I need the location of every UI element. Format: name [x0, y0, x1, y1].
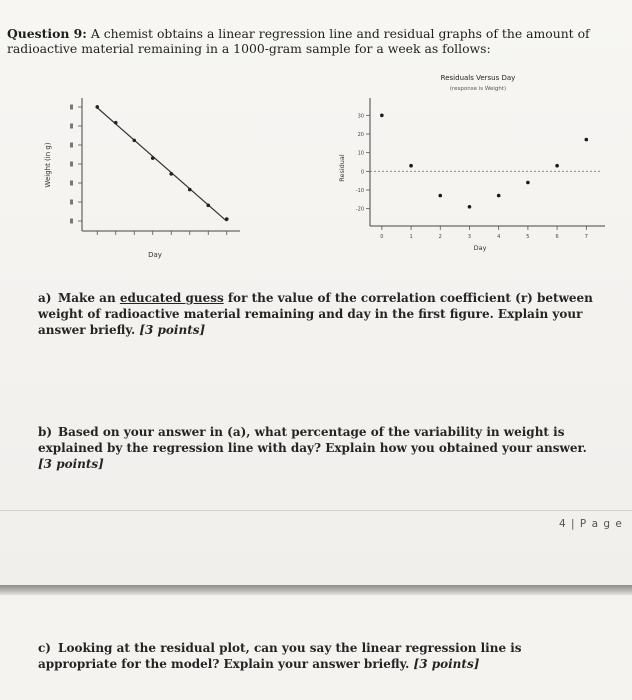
residual-x-tick-label: 2: [438, 234, 442, 240]
residual-point: [555, 164, 559, 168]
residual-x-tick-label: 6: [555, 234, 559, 240]
residual-point: [585, 138, 589, 142]
residual-y-tick-label: 20: [357, 132, 364, 138]
residual-plot-xlabel: Day: [473, 244, 487, 252]
residual-point: [497, 194, 501, 198]
residual-x-tick-label: 5: [526, 234, 530, 240]
part-a-label: a): [38, 291, 52, 305]
page-number: 4 | P a g e: [559, 518, 623, 530]
left-data-point: [95, 105, 99, 109]
part-c-text: Looking at the residual plot, can you say the linear regression line is appropriate for the model? Explain your answer briefly.: [38, 641, 522, 671]
residual-y-tick-label: -20: [355, 206, 364, 213]
part-b-label: b): [38, 425, 53, 439]
left-y-tick-label-blur: [70, 143, 73, 148]
left-y-tick-label-blur: [70, 181, 73, 186]
left-plot-ylabel: Weight (in g): [44, 142, 52, 188]
part-a-points: [3 points]: [139, 323, 206, 337]
left-y-tick-label-blur: [70, 219, 73, 224]
residual-x-tick-label: 1: [409, 234, 413, 240]
left-data-point: [225, 217, 229, 221]
question-text: A chemist obtains a linear regression line and residual graphs of the amount of radioactive material remaining in a 1000-gram sample for a week as follows:: [7, 26, 590, 56]
left-plot-xlabel: Day: [148, 251, 162, 259]
page-break: [0, 585, 632, 595]
left-data-point: [132, 139, 136, 143]
left-plot-y-ticks: [70, 105, 82, 224]
part-a-underlined: educated guess: [119, 291, 224, 305]
residual-y-tick-label: 0: [360, 169, 364, 176]
residual-y-tick-label: 10: [357, 150, 364, 157]
residual-point: [438, 194, 442, 198]
weight-vs-day-plot: [40, 93, 250, 273]
residual-point: [380, 114, 384, 118]
page-footer-divider: [0, 510, 632, 511]
part-a-text-post: for the value of the correlation coefficient (r) between weight of radioactive material remaining and day in the first figure. Explain your answer briefly.: [38, 291, 593, 337]
left-y-tick-label-blur: [70, 200, 73, 205]
residual-x-tick-label: 4: [497, 234, 501, 240]
left-plot-frame: [82, 98, 240, 231]
residual-plot-subtitle: (response is Weight): [449, 86, 507, 92]
part-b-text: Based on your answer in (a), what percentage of the variability in weight is explained by the regression line with day? Explain how you obtained your answer.: [38, 425, 587, 455]
left-data-point: [206, 204, 210, 208]
residual-point: [468, 205, 472, 209]
residual-plot-y-ticks: [356, 113, 370, 212]
residual-y-tick-label: -10: [355, 188, 364, 194]
left-data-point: [188, 188, 192, 192]
residual-point: [526, 181, 530, 185]
left-data-point: [114, 121, 118, 125]
residual-x-tick-label: 3: [467, 234, 472, 240]
left-y-tick-label-blur: [70, 105, 73, 110]
part-b: [38, 424, 598, 472]
part-a: [38, 290, 598, 338]
part-c-label: c): [38, 641, 51, 655]
left-data-point: [151, 156, 155, 160]
left-y-tick-label-blur: [70, 162, 73, 167]
part-c-points: [3 points]: [413, 657, 480, 671]
residual-x-tick-label: 0: [380, 234, 384, 240]
left-plot-points: [95, 105, 228, 221]
left-y-tick-label-blur: [70, 124, 73, 129]
residual-plot-x-ticks: [380, 226, 588, 240]
residual-plot-points: [380, 114, 588, 209]
residual-plot-ylabel: Residual: [338, 154, 346, 182]
question-label: Question 9:: [7, 26, 87, 41]
left-plot-x-ticks: [97, 231, 227, 235]
residual-y-tick-label: 30: [357, 113, 364, 120]
residuals-vs-day-plot: [330, 68, 610, 268]
part-b-points: [3 points]: [38, 457, 104, 471]
residual-x-tick-label: 7: [584, 234, 588, 240]
residual-point: [409, 164, 413, 168]
part-a-text-pre: Make an: [58, 291, 120, 305]
left-data-point: [169, 172, 173, 176]
question-9-prompt: [7, 26, 617, 56]
part-c: [38, 640, 598, 672]
residual-plot-title: Residuals Versus Day: [440, 74, 516, 82]
